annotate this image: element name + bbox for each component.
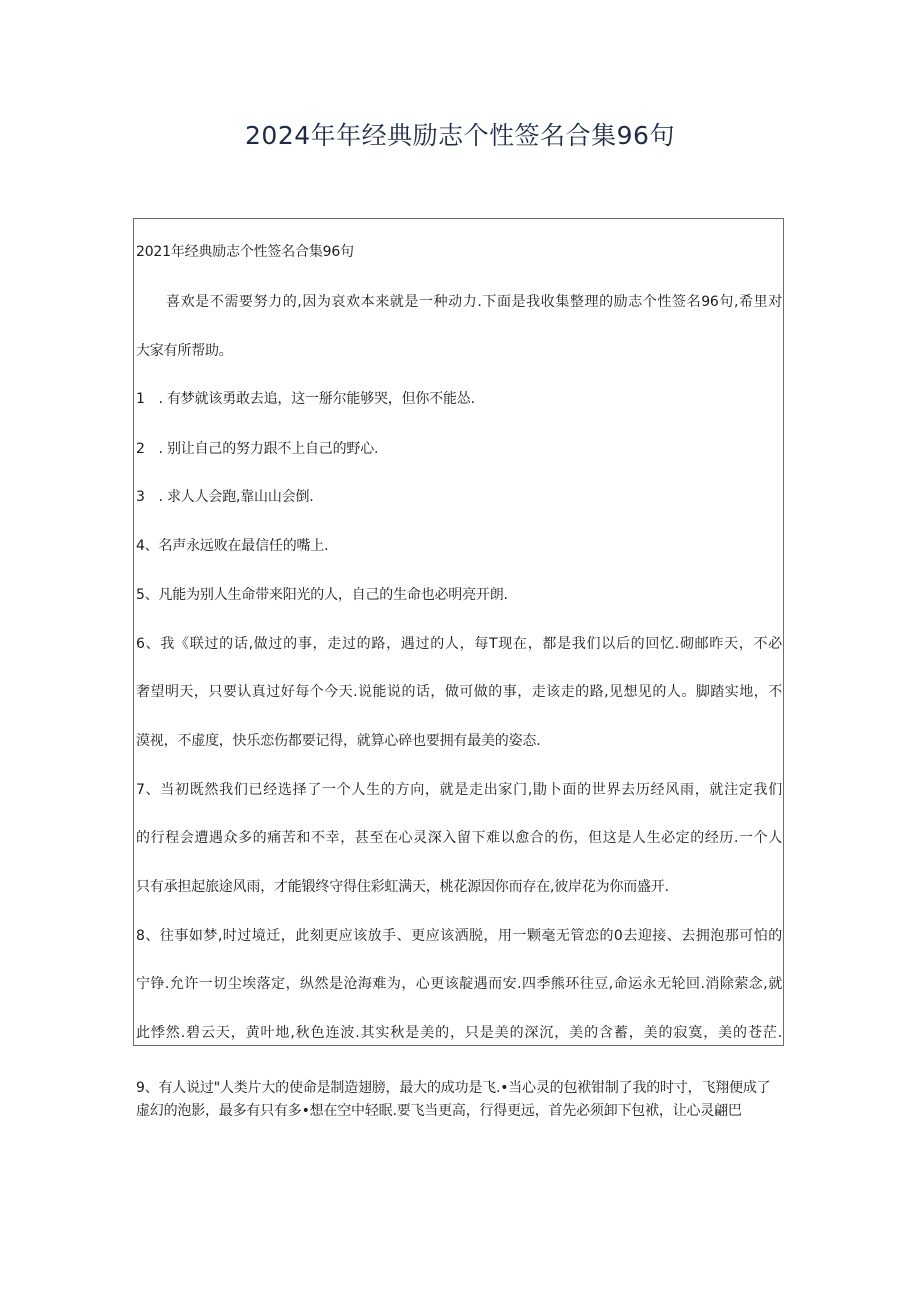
list-item-6-line-1: 6、我《联过的话,做过的事，走过的路，遇过的人，每T现在，都是我们以后的回忆.砌邮昨天，不必 <box>136 636 782 652</box>
intro-line-2: 大家有所帮助。 <box>136 343 233 359</box>
list-item-7-line-3: 只有承担起旅途风雨，才能锻终守得住彩虹满天，桃花源因你而存在,彼岸花为你而盛开. <box>136 879 669 895</box>
list-item-6-line-3: 漠视，不虚度，快乐恋伤都要记得，就算心碎也要拥有最美的姿态. <box>136 733 541 749</box>
list-item-6-line-2: 奢望明天，只要认真过好每个今天.说能说的话，做可做的事，走该走的路,见想见的人。脚踏实地，不 <box>136 684 782 700</box>
list-item-7-line-2: 的行程会遭遇众多的痛苦和不幸，甚至在心灵深入留下难以愈合的伤，但这是人生必定的经历.一个人 <box>136 830 782 846</box>
list-item-3: 3 . 求人人会跑,靠山山会倒. <box>136 489 314 505</box>
list-item-7-line-1: 7、当初既然我们已经选择了一个人生的方向，就是走出家门,勖卜面的世界去历经风雨，就注定我们 <box>136 782 782 798</box>
list-item-1: 1 . 有梦就该勇敢去追，这一掰尔能够哭，但你不能怂. <box>136 391 475 407</box>
list-item-4: 4、名声永远败在最信任的嘴上. <box>136 538 329 554</box>
intro-line-1: 喜欢是不需要努力的,因为哀欢本来就是一种动力.下面是我收集整理的励志个性签名96句,希里对 <box>166 294 782 310</box>
list-item-8-line-1: 8、往事如梦,时过境迁，此刻更应该放手、更应该洒脱，用一颗毫无管恋的0去迎接、去拥泡那可怕的 <box>136 928 782 944</box>
list-item-5: 5、凡能为别人生命带来阳光的人，自己的生命也必明亮开朗. <box>136 587 508 603</box>
list-item-9: 9、有人说过"人类片大的使命是制造翅膀，最大的成功是飞.•当心灵的包袱钳制了我的时寸，飞翔便成了虚幻的泡影，最多有只有多•想在空中轻眠.要飞当更高，行得更远，首先必须卸下包袱，让心灵翩巴 <box>136 1080 771 1119</box>
box-heading: 2021年经典励志个性签名合集96句 <box>136 244 354 260</box>
list-item-2: 2 . 别让自己的努力跟不上自己的野心. <box>136 441 379 457</box>
document-title: 2024年年经典励志个性签名合集96句 <box>245 121 675 150</box>
list-item-8-line-3: 此悸然.碧云天，黄叶地,秋色连波.其实秋是美的，只是美的深沉，美的含蓄，美的寂寞，美的苍茫. <box>136 1025 782 1041</box>
list-item-8-line-2: 宁铮.允许一切尘埃落定，纵然是沧海难为，心更该靛遇而安.四季熊环往豆,命运永无轮回.消除萦念,就 <box>136 976 782 992</box>
